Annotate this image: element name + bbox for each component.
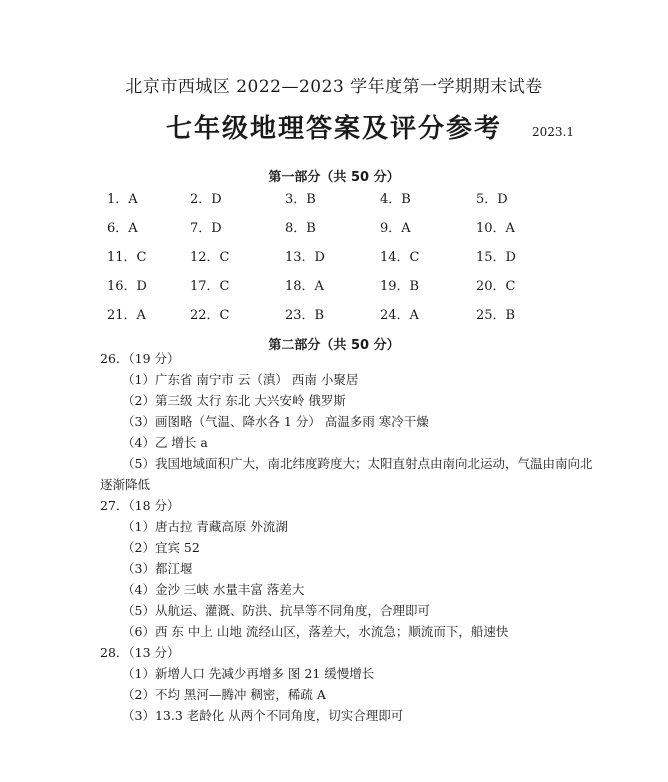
- answer-item: 4．B: [380, 192, 411, 207]
- answer-item: 10．A: [476, 221, 515, 236]
- answer-line: （1）广东省 南宁市 云（滇） 西南 小聚居: [122, 372, 359, 387]
- answer-line: （3）都江堰: [122, 561, 193, 576]
- answer-item: 9．A: [380, 221, 411, 236]
- answer-item: 21．A: [107, 308, 146, 323]
- answer-item: 8．B: [285, 221, 316, 236]
- page-title: 七年级地理答案及评分参考: [165, 114, 502, 144]
- answer-item: 17．C: [190, 279, 230, 294]
- answer-item: 24．A: [380, 308, 419, 323]
- subjective-answers: [100, 348, 593, 726]
- answer-item: 22．C: [190, 308, 230, 323]
- answer-item: 16．D: [107, 279, 147, 294]
- answer-line: （5）从航运、灌溉、防洪、抗旱等不同角度，合理即可: [122, 603, 430, 618]
- answer-line-continuation: 逐渐降低: [100, 477, 151, 492]
- answer-item: 5．D: [476, 192, 508, 207]
- answer-line: （3）画图略（气温、降水各 1 分） 高温多雨 寒冷干燥: [122, 414, 429, 429]
- answer-line: （2）不均 黑河—腾冲 稠密，稀疏 A: [122, 687, 326, 702]
- answer-line: （2）第三级 太行 东北 大兴安岭 俄罗斯: [122, 393, 346, 408]
- answer-item: 12．C: [190, 250, 230, 265]
- answer-item: 19．B: [380, 279, 420, 294]
- answer-item: 25．B: [476, 308, 516, 323]
- answer-line: （2）宜宾 52: [122, 540, 200, 555]
- answer-item: 13．D: [285, 250, 325, 265]
- exam-title: 北京市西城区 2022—2023 学年度第一学期期末试卷: [125, 77, 543, 97]
- answer-item: 2．D: [190, 192, 222, 207]
- answer-item: 23．B: [285, 308, 325, 323]
- answer-line: （3）13.3 老龄化 从两个不同角度，切实合理即可: [122, 708, 404, 723]
- answer-line: （5）我国地域面积广大，南北纬度跨度大；太阳直射点由南向北运动，气温由南向北: [122, 456, 593, 471]
- answer-item: 7．D: [190, 221, 222, 236]
- answer-line: （4）金沙 三峡 水量丰富 落差大: [122, 582, 305, 597]
- answer-grid: [0, 180, 668, 330]
- answer-item: 20．C: [476, 279, 516, 294]
- question-heading: 27．（18 分）: [100, 498, 180, 513]
- answer-line: （1）唐古拉 青藏高原 外流湖: [122, 519, 288, 534]
- question-heading: 26．（19 分）: [100, 351, 180, 366]
- answer-item: 3．B: [285, 192, 316, 207]
- exam-date: 2023.1: [532, 125, 574, 139]
- answer-line: （1）新增人口 先减少再增多 图 21 缓慢增长: [122, 666, 375, 681]
- part2-title: 第二部分（共 50 分）: [268, 338, 400, 353]
- answer-line: （4）乙 增长 a: [122, 435, 208, 450]
- answer-item: 15．D: [476, 250, 516, 265]
- answer-item: 11．C: [107, 250, 147, 265]
- answer-line: （6）西 东 中上 山地 流经山区，落差大，水流急；顺流而下，船速快: [122, 624, 509, 639]
- answer-item: 1．A: [107, 192, 138, 207]
- question-heading: 28．（13 分）: [100, 645, 180, 660]
- answer-item: 6．A: [107, 221, 138, 236]
- answer-item: 14．C: [380, 250, 420, 265]
- answer-item: 18．A: [285, 279, 324, 294]
- part1-title: 第一部分（共 50 分）: [268, 170, 400, 185]
